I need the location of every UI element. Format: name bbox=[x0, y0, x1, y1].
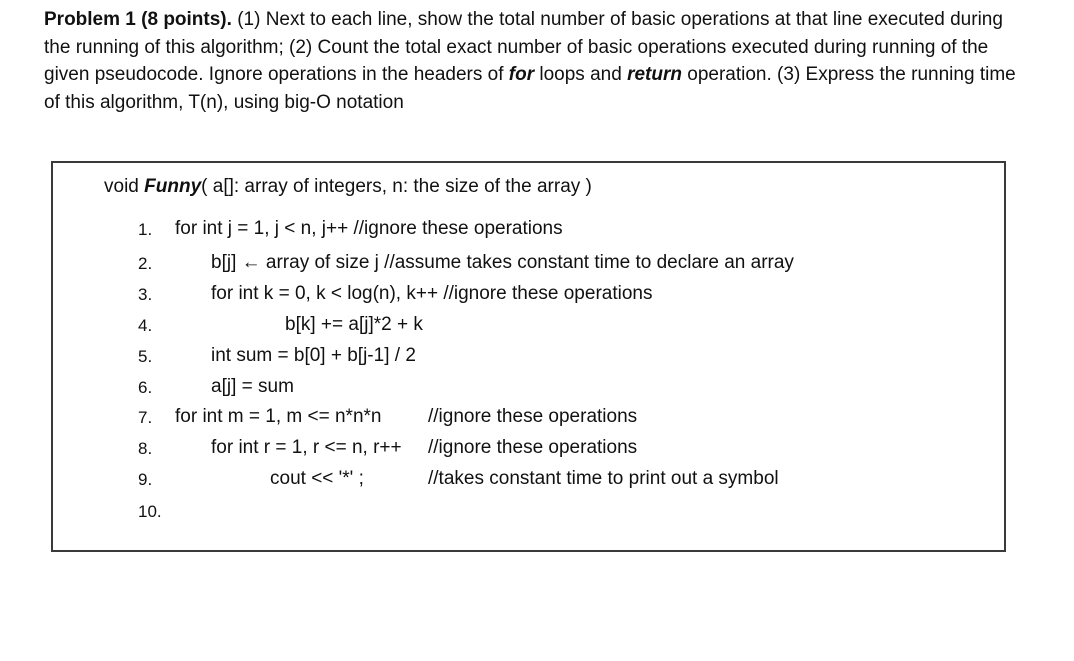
code-line-5: int sum = b[0] + b[j-1] / 2 bbox=[211, 345, 416, 366]
problem-title: Problem 1 (8 points). bbox=[44, 9, 232, 30]
problem-text-part2: loops and bbox=[534, 64, 628, 85]
line-number-4: 4. bbox=[138, 316, 153, 335]
code-comment-9: //takes constant time to print out a symbol bbox=[428, 468, 779, 489]
code-line-4: b[k] += a[j]*2 + k bbox=[285, 314, 423, 335]
line-number-1: 1. bbox=[138, 220, 153, 239]
problem-text-part1: (1) Next to each line, show the total number of basic operations at that line executed during the running of this algorithm; (2) Count the total exact number of basic operations executed during running of the given pseudocode. Ignore operations in the headers of bbox=[44, 9, 1003, 85]
function-signature bbox=[104, 176, 592, 198]
problem-statement bbox=[44, 6, 1034, 116]
code-line-3: for int k = 0, k < log(n), k++ //ignore these operations bbox=[211, 283, 653, 304]
line-number-8: 8. bbox=[138, 439, 153, 458]
line-number-2: 2. bbox=[138, 254, 153, 273]
signature-params: ( a[]: array of integers, n: the size of the array ) bbox=[201, 176, 592, 197]
line-number-9: 9. bbox=[138, 470, 153, 489]
code-line-2: b[j] ← array of size j //assume takes constant time to declare an array bbox=[211, 252, 794, 273]
code-comment-7: //ignore these operations bbox=[428, 406, 638, 427]
signature-prefix: void bbox=[104, 176, 145, 197]
code-comment-8: //ignore these operations bbox=[428, 437, 638, 458]
code-line-8: for int r = 1, r <= n, r++ bbox=[211, 437, 402, 458]
line-number-3: 3. bbox=[138, 285, 153, 304]
code-line-9: cout << '*' ; bbox=[270, 468, 364, 489]
problem-text-part3: operation. (3) Express the running time of this algorithm, T(n), using big-O notation bbox=[44, 64, 1016, 113]
keyword-return: return bbox=[627, 64, 682, 85]
line-number-6: 6. bbox=[138, 378, 153, 397]
line-number-10: 10. bbox=[138, 502, 162, 521]
function-name: Funny bbox=[144, 176, 202, 197]
pseudocode-box bbox=[51, 161, 1006, 552]
code-line-6: a[j] = sum bbox=[211, 376, 294, 397]
line-number-5: 5. bbox=[138, 347, 153, 366]
code-line-7: for int m = 1, m <= n*n*n bbox=[175, 406, 382, 427]
code-line-1: for int j = 1, j < n, j++ //ignore these operations bbox=[175, 218, 563, 239]
keyword-for: for bbox=[508, 64, 535, 85]
line-number-7: 7. bbox=[138, 408, 153, 427]
